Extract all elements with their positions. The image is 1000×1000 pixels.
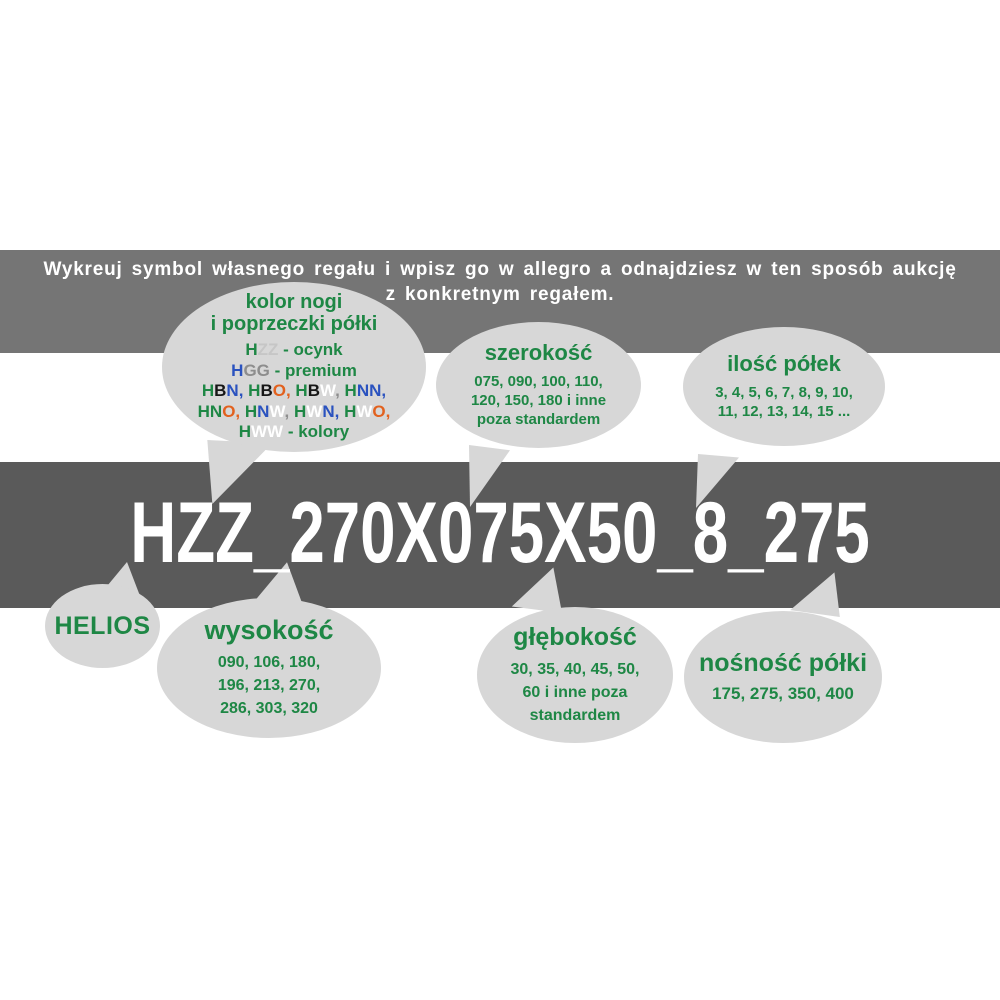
bubble-glebokosc (477, 607, 673, 743)
bubble-wysokosc (157, 598, 381, 738)
nosnosc-values: 175, 275, 350, 400 (712, 684, 854, 703)
wysokosc-values: 090, 106, 180, 196, 213, 270, 286, 303, 320 (217, 654, 321, 717)
bubble-kolor-title: kolor nogi i poprzeczki półki (210, 291, 378, 336)
bubble-szerokosc (436, 322, 641, 448)
bubble-ilosc-title: ilość półek (727, 351, 841, 376)
bubble-glebokosc-title: głębokość (513, 622, 637, 651)
bubble-nosnosc-polki (684, 611, 882, 743)
glebokosc-values: 30, 35, 40, 45, 50, 60 i inne poza standardem (510, 660, 640, 724)
bubble-ilosc-polek (683, 327, 885, 446)
bubble-wysokosc-title: wysokość (204, 615, 334, 645)
bubble-helios (45, 584, 160, 668)
ilosc-values: 3, 4, 5, 6, 7, 8, 9, 10, 11, 12, 13, 14, 15 ... (715, 384, 853, 420)
bubble-nosnosc-title: nośność półki (698, 649, 868, 677)
bubble-kolor-nogi (162, 282, 426, 452)
product-code: HZZ_270X075X50_8_275 (130, 485, 870, 581)
bubble-szerokosc-title: szerokość (484, 340, 593, 365)
helios-brand-label: HELIOS (54, 612, 151, 640)
color-code-list: HZZ - ocynk HGG - premium HBN, HBO, HBW, HNN, HNO, HNW, HWN, HWO, HWW - kolory (197, 340, 391, 442)
szerokosc-values: 075, 090, 100, 110, 120, 150, 180 i inne poza standardem (470, 373, 607, 428)
banner-text: Wykreuj symbol własnego regału i wpisz go w allegro a odnajdziesz w ten sposób aukcję z konkretnym regałem. (43, 259, 957, 305)
